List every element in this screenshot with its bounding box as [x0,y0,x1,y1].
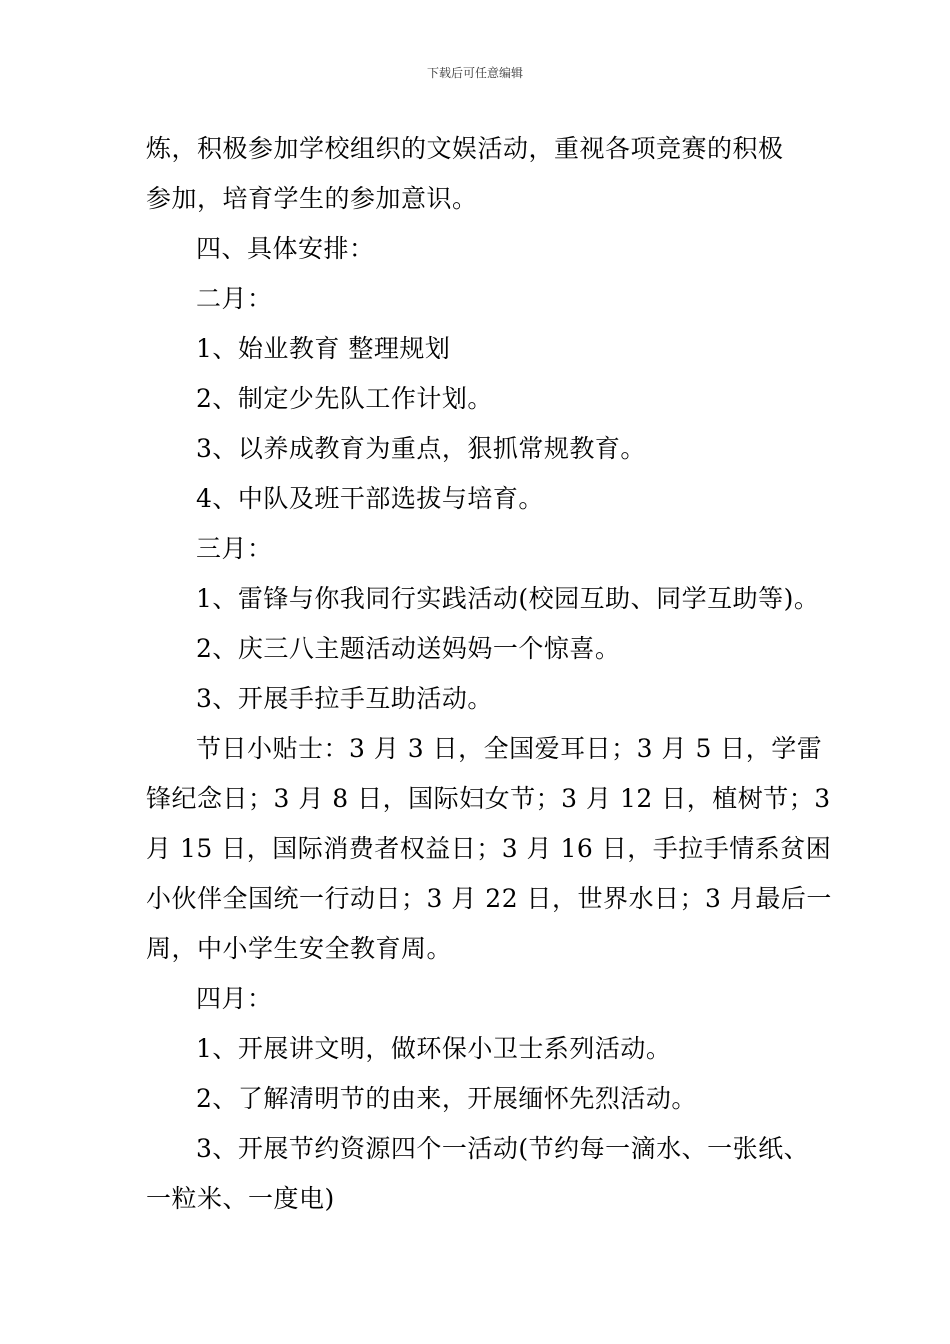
holiday-tips-line: 小伙伴全国统一行动日；3 月 22 日，世界水日；3 月最后一 [146,884,832,913]
holiday-tips-line: 周，中小学生安全教育周。 [146,934,453,963]
list-item: 4、中队及班干部选拔与培育。 [196,484,544,513]
list-item: 3、以养成教育为重点，狠抓常规教育。 [196,434,646,463]
list-item: 2、制定少先队工作计划。 [196,384,493,413]
list-item: 1、始业教育 整理规划 [196,334,451,363]
month-heading-february: 二月： [196,284,273,313]
text-line: 参加，培育学生的参加意识。 [146,184,478,213]
list-item: 1、雷锋与你我同行实践活动(校园互助、同学互助等)。 [196,584,820,613]
holiday-tips-line: 节日小贴士：3 月 3 日，全国爱耳日；3 月 5 日，学雷 [196,734,823,763]
section-heading: 四、具体安排： [196,234,375,263]
document-body [146,124,832,1224]
holiday-tips-line: 月 15 日，国际消费者权益日；3 月 16 日，手拉手情系贫困 [146,834,832,863]
month-heading-april: 四月： [196,984,273,1013]
holiday-tips-line: 锋纪念日；3 月 8 日，国际妇女节；3 月 12 日，植树节；3 [146,784,831,813]
text-line: 炼，积极参加学校组织的文娱活动，重视各项竞赛的积极 [146,134,784,163]
list-item: 2、了解清明节的由来，开展缅怀先烈活动。 [196,1084,697,1113]
list-item: 2、庆三八主题活动送妈妈一个惊喜。 [196,634,621,663]
month-heading-march: 三月： [196,534,273,563]
list-item-continuation: 一粒米、一度电) [146,1184,335,1213]
list-item: 1、开展讲文明，做环保小卫士系列活动。 [196,1034,672,1063]
list-item: 3、开展节约资源四个一活动(节约每一滴水、一张纸、 [196,1134,810,1163]
page-header: 下载后可任意编辑 [426,66,523,80]
list-item: 3、开展手拉手互助活动。 [196,684,493,713]
